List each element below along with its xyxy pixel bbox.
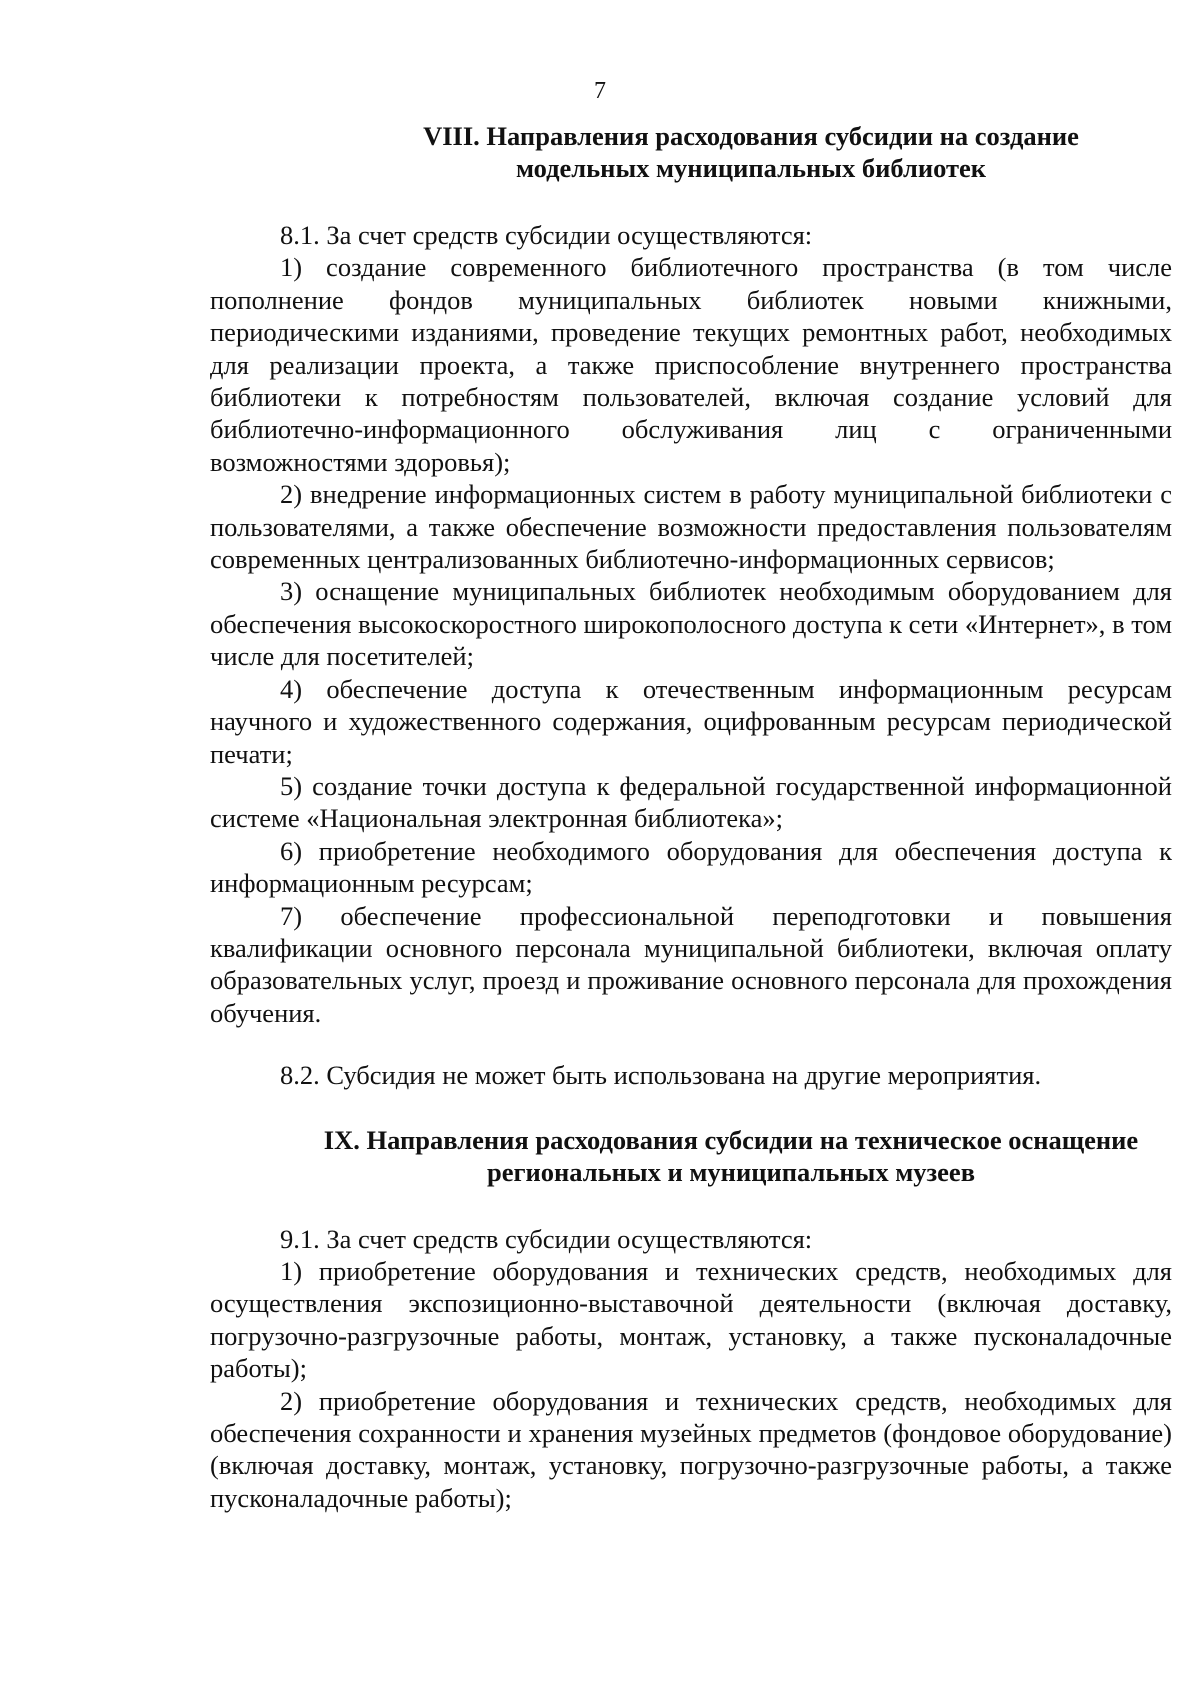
clause-8-2: 8.2. Субсидия не может быть использована на другие мероприятия. bbox=[280, 1060, 1042, 1091]
section-viii bbox=[210, 120, 1172, 1092]
clause-8-1-item-5: 5) создание точки доступа к федеральной государственной информационной системе «Национальная электронная библиотека»; bbox=[210, 770, 1172, 834]
section-viii-heading-line-2: модельных муниципальных библиотек bbox=[515, 153, 987, 183]
clause-8-1-item-1: 1) создание современного библиотечного пространства (в том числе пополнение фондов муниципальных библиотек новыми книжными, периодическими изданиями, проведение текущих ремонтных работ, необходимых для реализации проекта, а также приспособление внутреннего пространства библиотеки к потребностям пользователей, включая создание условий для библиотечно-информационного обслуживания лиц с ограниченными возможностями здоровья); bbox=[210, 252, 1172, 477]
section-ix bbox=[210, 1124, 1172, 1515]
clause-8-1-item-4: 4) обеспечение доступа к отечественным информационным ресурсам научного и художественного содержания, оцифрованным ресурсам периодической печати; bbox=[210, 673, 1172, 769]
clause-9-1-intro: 9.1. За счет средств субсидии осуществляются: bbox=[280, 1223, 813, 1254]
section-ix-heading bbox=[270, 1124, 1192, 1188]
clause-9-1-item-1: 1) приобретение оборудования и технических средств, необходимых для осуществления экспозиционно-выставочной деятельности (включая доставку, погрузочно-разгрузочные работы, монтаж, установку, а также пусконаладочные работы); bbox=[210, 1255, 1172, 1384]
section-ix-heading-line-2: региональных и муниципальных музеев bbox=[486, 1156, 976, 1187]
page-number: 7 bbox=[594, 78, 606, 104]
clause-8-1-item-3: 3) оснащение муниципальных библиотек необходимым оборудованием для обеспечения высокоскоростного широкополосного доступа к сети «Интернет», в том числе для посетителей; bbox=[210, 576, 1172, 672]
document-body bbox=[210, 120, 1172, 1514]
clause-9-1-item-2: 2) приобретение оборудования и технических средств, необходимых для обеспечения сохранности и хранения музейных предметов (фондовое оборудование) (включая доставку, монтаж, установку, погрузочно-разгрузочные работы, а также пусконаладочные работы); bbox=[210, 1385, 1172, 1513]
clause-8-1-intro: 8.1. За счет средств субсидии осуществляются: bbox=[280, 220, 813, 250]
section-ix-heading-line-1: IX. Направления расходования субсидии на техническое оснащение bbox=[323, 1124, 1139, 1155]
clause-8-1-item-6: 6) приобретение необходимого оборудования для обеспечения доступа к информационным ресурсам; bbox=[210, 835, 1172, 899]
section-viii-heading-line-1: VIII. Направления расходования субсидии на создание bbox=[423, 121, 1079, 151]
clause-8-1-item-2: 2) внедрение информационных систем в работу муниципальной библиотеки с пользователями, а также обеспечение возможности предоставления пользователям современных централизованных библиотечно-информационных сервисов; bbox=[210, 479, 1172, 575]
clause-8-1-item-7: 7) обеспечение профессиональной переподготовки и повышения квалификации основного персонала муниципальной библиотеки, включая оплату образовательных услуг, проезд и проживание основного персонала для прохождения обучения. bbox=[210, 900, 1172, 1028]
section-viii-heading bbox=[290, 120, 1200, 184]
